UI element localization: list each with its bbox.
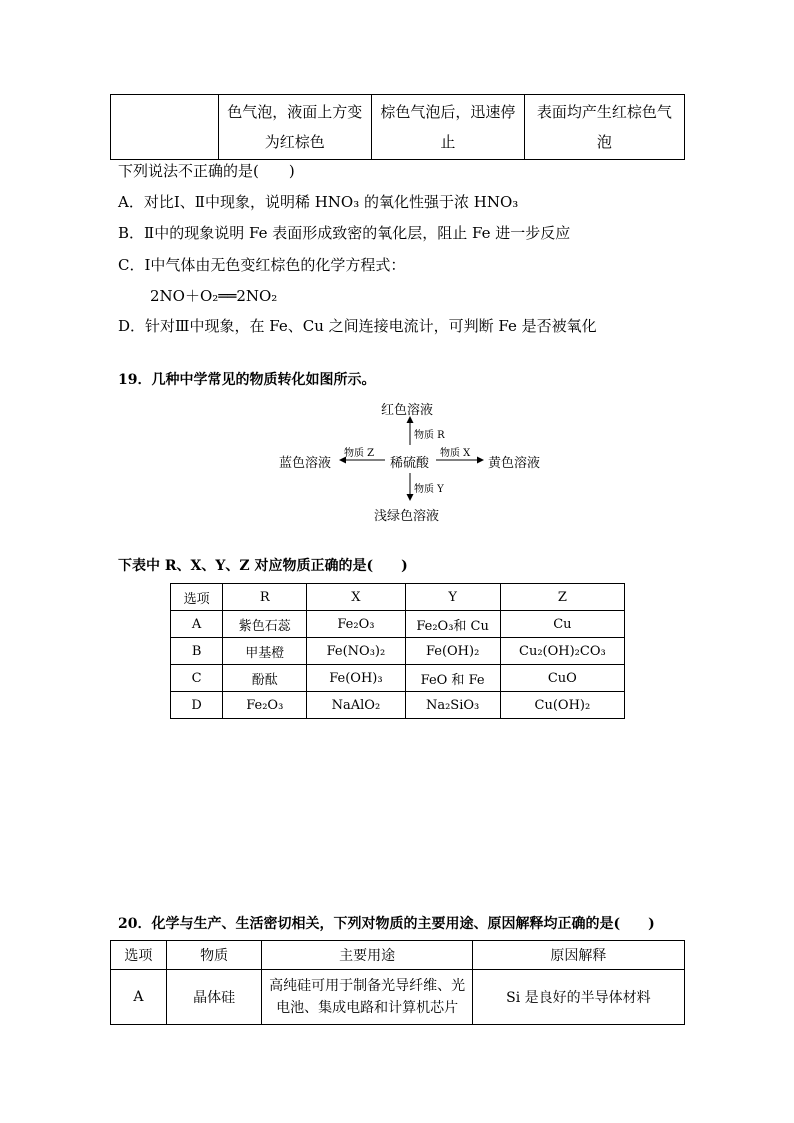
table-cell: 表面均产生红棕色气泡 (524, 95, 684, 160)
table-cell: Fe₂O₃和 Cu (405, 611, 500, 638)
table-cell: B (171, 638, 223, 665)
option-a: A．对比Ⅰ、Ⅱ中现象，说明稀 HNO₃ 的氧化性强于浓 HNO₃ (118, 193, 519, 211)
table-cell: Cu (500, 611, 624, 638)
label-r: 物质 R (414, 430, 445, 441)
table-cell: Fe₂O₃ (307, 611, 405, 638)
q19-options-table (170, 583, 625, 719)
table-cell: NaAlO₂ (307, 692, 405, 719)
option-d: D．针对Ⅲ中现象，在 Fe、Cu 之间连接电流计，可判断 Fe 是否被氧化 (118, 317, 597, 335)
table-stem: 下表中 R、X、Y、Z 对应物质正确的是( ) (118, 558, 408, 574)
table-header-row (111, 941, 685, 970)
table-cell: 晶体硅 (166, 970, 262, 1025)
label-y: 物质 Y (414, 484, 444, 495)
table-cell: Cu₂(OH)₂CO₃ (500, 638, 624, 665)
table-cell: Fe(OH)₂ (405, 638, 500, 665)
node-top: 红色溶液 (381, 403, 434, 418)
table-row (171, 665, 625, 692)
column-header: 选项 (171, 584, 223, 611)
table-cell: 紫色石蕊 (223, 611, 307, 638)
table-header-row (171, 584, 625, 611)
table-cell: CuO (500, 665, 624, 692)
label-z: 物质 Z (344, 448, 375, 459)
table-cell: Si 是良好的半导体材料 (472, 970, 684, 1025)
node-center: 稀硫酸 (390, 456, 430, 471)
column-header: X (307, 584, 405, 611)
column-header: Z (500, 584, 624, 611)
question-stem: 19．几种中学常见的物质转化如图所示。 (118, 372, 376, 388)
option-b: B．Ⅱ中的现象说明 Fe 表面形成致密的氧化层，阻止 Fe 进一步反应 (118, 224, 571, 242)
table-cell: Fe(OH)₃ (307, 665, 405, 692)
table-row (171, 611, 625, 638)
table-cell: D (171, 692, 223, 719)
question-stem: 下列说法不正确的是( ) (118, 162, 295, 180)
table-cell: 酚酞 (223, 665, 307, 692)
table-cell: Fe₂O₃ (223, 692, 307, 719)
column-header: 物质 (166, 941, 262, 970)
table-cell: A (111, 970, 167, 1025)
option-c: C．Ⅰ中气体由无色变红棕色的化学方程式： (118, 256, 406, 274)
node-left: 蓝色溶液 (279, 456, 332, 471)
table-cell (111, 95, 219, 160)
label-x: 物质 X (440, 448, 471, 459)
table-row (171, 638, 625, 665)
column-header: R (223, 584, 307, 611)
column-header: 选项 (111, 941, 167, 970)
table-cell: 棕色气泡后，迅速停止 (371, 95, 524, 160)
table-row (171, 692, 625, 719)
q18-table-continuation (110, 94, 685, 160)
q20-table (110, 940, 685, 1025)
node-right: 黄色溶液 (488, 456, 541, 471)
column-header: 主要用途 (262, 941, 472, 970)
table-cell: 高纯硅可用于制备光导纤维、光电池、集成电路和计算机芯片 (262, 970, 472, 1025)
table-row (111, 95, 685, 160)
table-cell: Fe(NO₃)₂ (307, 638, 405, 665)
node-bottom: 浅绿色溶液 (374, 509, 440, 524)
chemical-equation: 2NO＋O₂══2NO₂ (150, 287, 278, 305)
table-row (111, 970, 685, 1025)
column-header: Y (405, 584, 500, 611)
table-cell: Cu(OH)₂ (500, 692, 624, 719)
table-cell: 甲基橙 (223, 638, 307, 665)
table-cell: 色气泡，液面上方变为红棕色 (218, 95, 371, 160)
table-cell: FeO 和 Fe (405, 665, 500, 692)
table-cell: Na₂SiO₃ (405, 692, 500, 719)
table-cell: C (171, 665, 223, 692)
column-header: 原因解释 (472, 941, 684, 970)
table-cell: A (171, 611, 223, 638)
question-stem: 20．化学与生产、生活密切相关，下列对物质的主要用途、原因解释均正确的是( ) (118, 916, 655, 932)
